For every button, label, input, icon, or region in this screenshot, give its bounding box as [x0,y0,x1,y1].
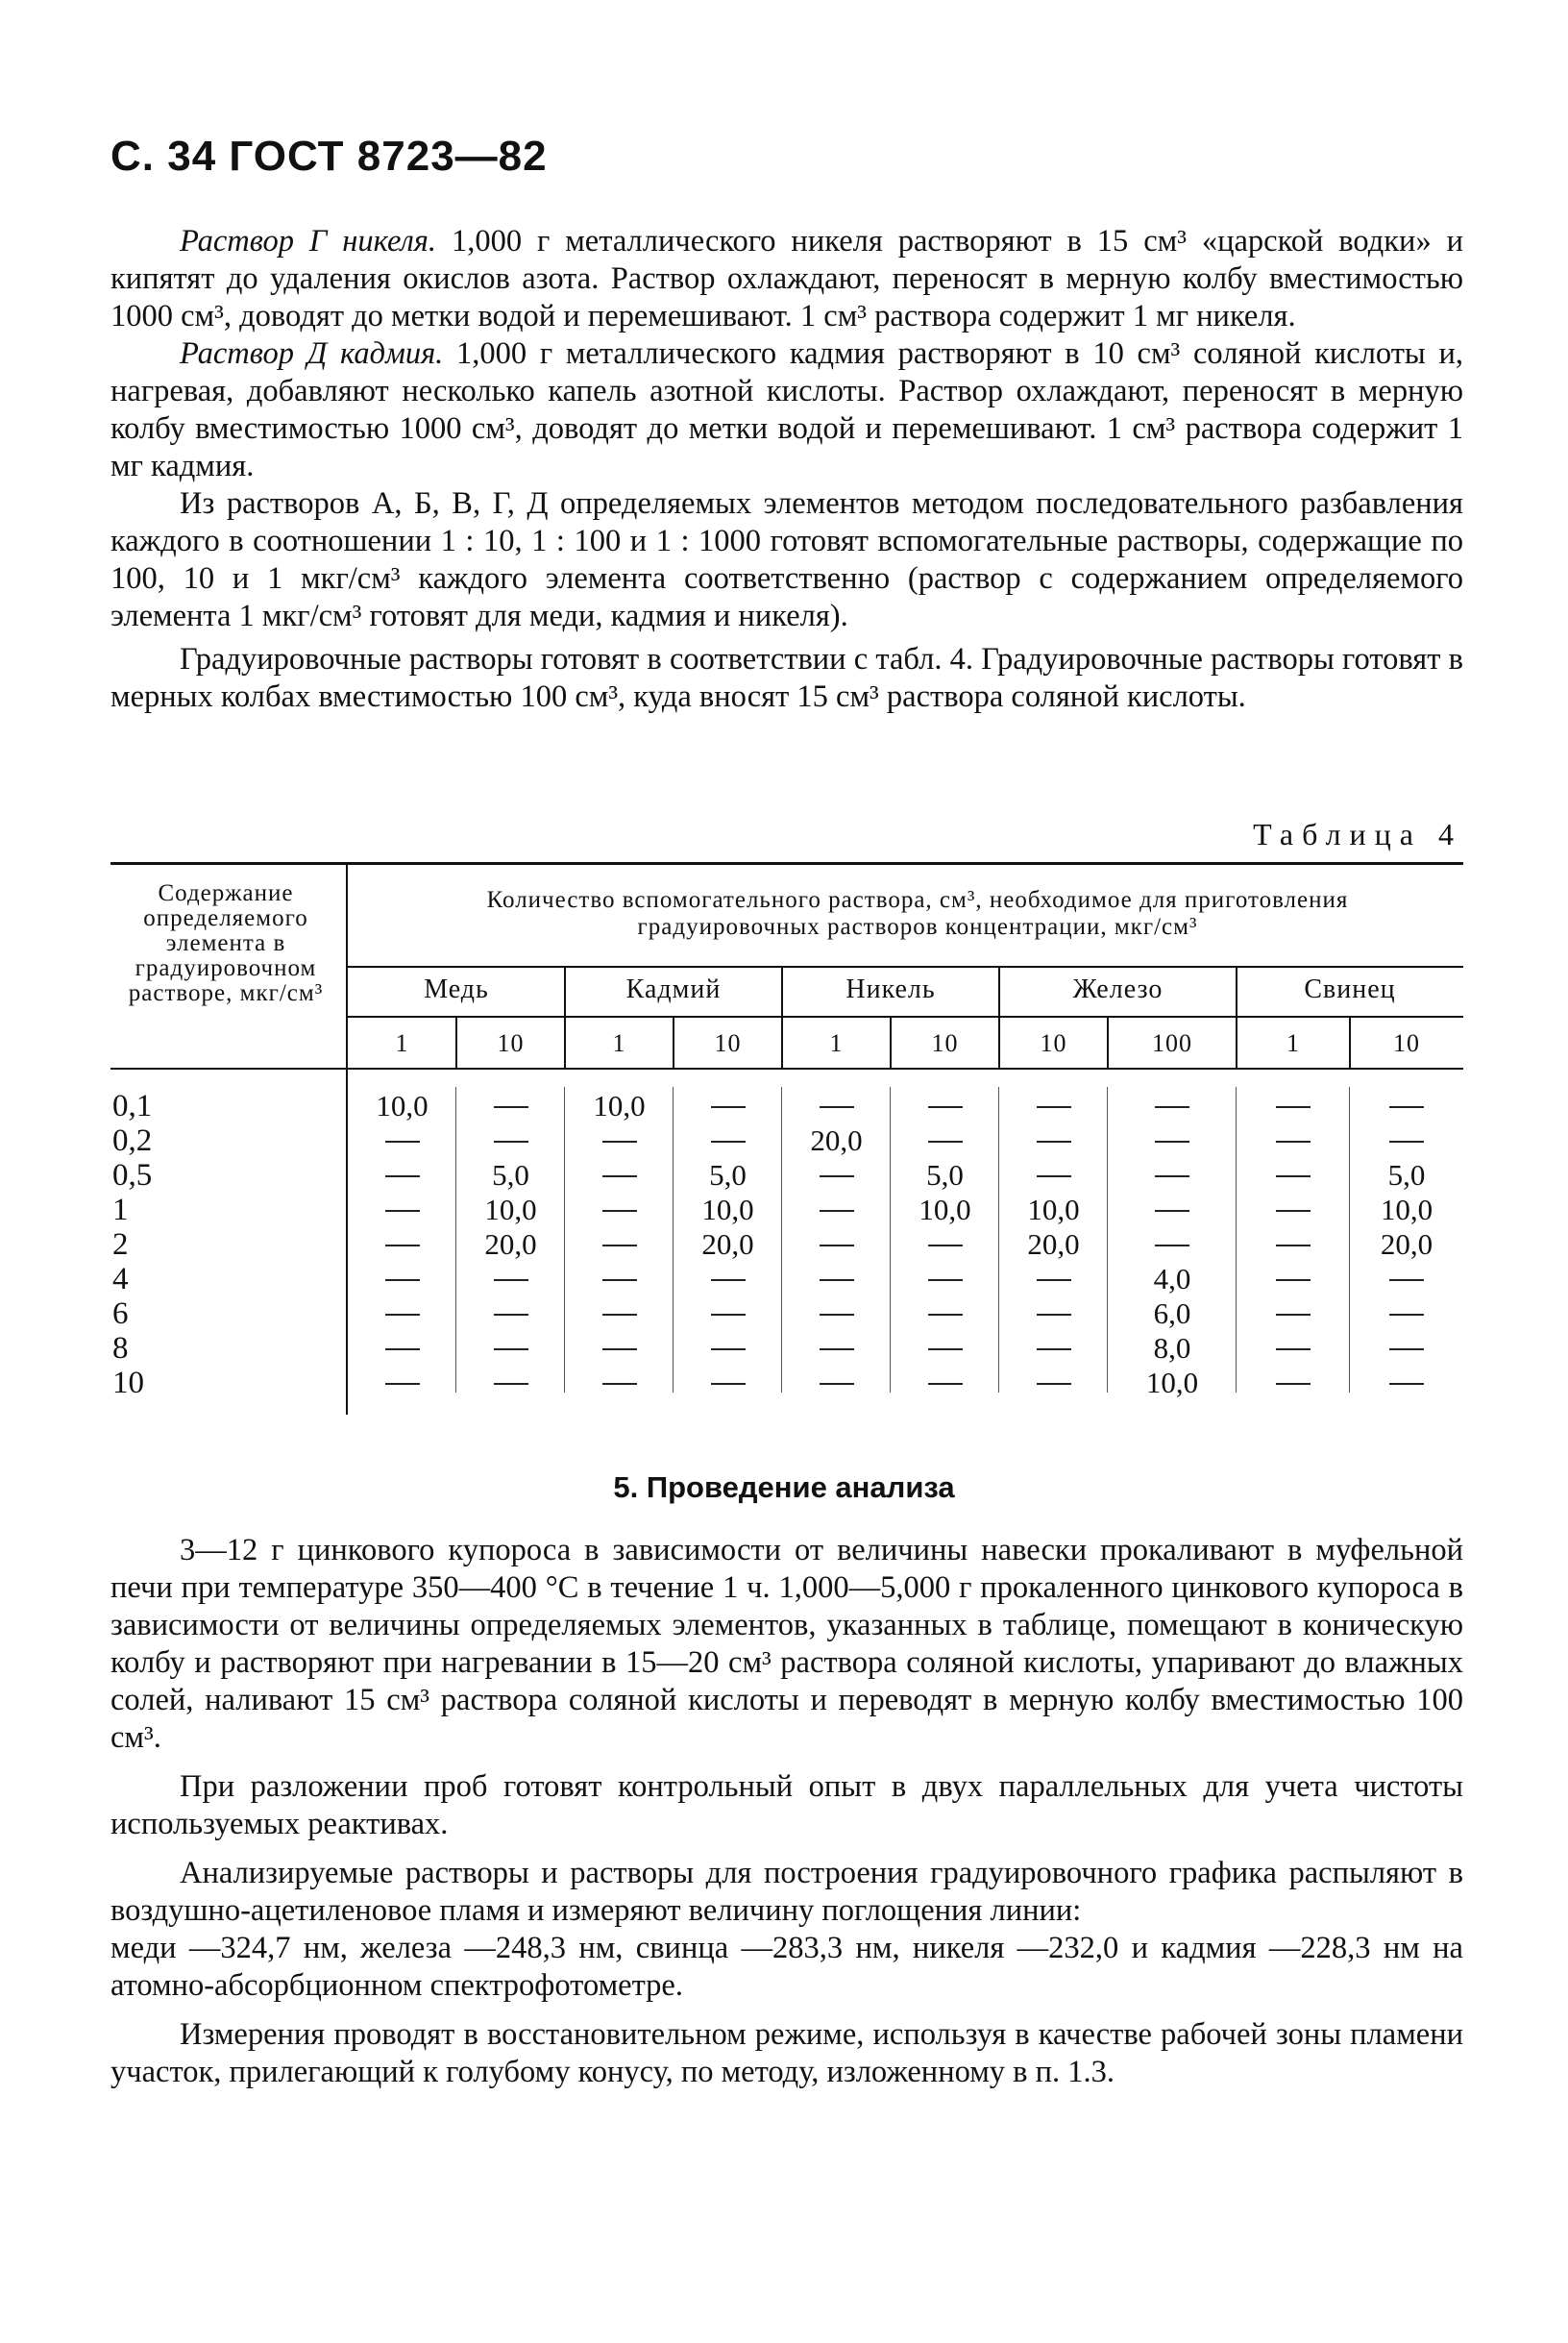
table-group-rule [346,966,1463,968]
empty-cell-dash [385,1141,420,1143]
cell-value: 20,0 [484,1227,537,1261]
subcol-divider [1349,1018,1351,1068]
empty-cell-dash [494,1348,528,1350]
paragraph-label: Раствор Д кадмия. [180,336,444,371]
empty-cell-dash [494,1314,528,1316]
empty-cell-dash [1037,1141,1071,1143]
cell-value: 5,0 [1387,1158,1426,1192]
empty-cell-dash [602,1314,637,1316]
group-header: Кадмий [625,974,722,1004]
empty-cell-dash [711,1279,746,1281]
empty-cell-dash [711,1106,746,1108]
subcol-header: 1 [395,1029,409,1057]
empty-cell-dash [602,1141,637,1143]
cell-value: 10,0 [376,1089,429,1122]
empty-cell-dash [820,1210,854,1212]
paragraph-procedure: 3—12 г цинкового купороса в зависимости от величины навески прокаливают в муфельной печи при температуре 350—400 °С в течение 1 ч. 1,000—5,000 г прокаленного цинкового купороса в зависимости от величины определяемых элементов, указанных в таблице, помещают в коническую колбу и растворяют при нагревании в 15—20 см³ раствора соляной кислоты, упаривают до влажных солей, наливают 15 см³ раствора соляной кислоты и переводят в мерную колбу вместимостью 100 см³. [110,1533,1463,1755]
paragraph-body: 1,000 г металлического кадмия растворяют в 10 см³ соляной кислоты и, нагревая, добавляют несколько капель азотной кислоты. Раствор охлаждают, переносят в мерную колбу вместимостью 1000 см³, доводят до метки водой и перемешивают. 1 см³ раствора содержит 1 мг кадмия. [110,336,1463,483]
table-label: Таблица 4 [1253,817,1462,851]
row-header: Содержание определяемого элемента в градуировочном растворе, мкг/см³ [128,880,324,1006]
subcol-divider [890,1018,892,1068]
empty-cell-dash [820,1348,854,1350]
empty-cell-dash [928,1348,963,1350]
bottom-text [110,1532,1463,2091]
paragraph-control: При разложении проб готовят контрольный опыт в двух параллельных для учета чистоты используемых реактивах. [110,1769,1463,1841]
empty-cell-dash [820,1383,854,1385]
group-header: Медь [424,974,489,1004]
empty-cell-dash [385,1210,420,1212]
empty-cell-dash [385,1383,420,1385]
table-header-rule [110,1068,1463,1070]
empty-cell-dash [711,1383,746,1385]
content-value: 0,1 [112,1089,153,1123]
empty-cell-dash [1155,1106,1189,1108]
subcol-header: 10 [1393,1029,1420,1057]
paragraph-label: Раствор Г никеля. [180,224,437,259]
empty-cell-dash [494,1279,528,1281]
paragraph-cadmium [110,335,1463,485]
empty-cell-dash [1276,1279,1311,1281]
empty-cell-dash [1037,1314,1071,1316]
empty-cell-dash [1276,1210,1311,1212]
cell-value: 5,0 [709,1158,747,1192]
content-value: 4 [112,1262,129,1296]
subcol-header: 10 [931,1029,959,1057]
content-value: 0,2 [112,1123,153,1158]
subcol-header: 1 [829,1029,844,1057]
empty-cell-dash [711,1141,746,1143]
top-text [110,223,1463,716]
content-value: 1 [112,1193,129,1227]
content-value: 8 [112,1331,129,1366]
empty-cell-dash [1276,1314,1311,1316]
subcol-header: 1 [612,1029,626,1057]
empty-cell-dash [1276,1348,1311,1350]
subcol-divider [455,1018,457,1068]
empty-cell-dash [1037,1175,1071,1177]
empty-cell-dash [928,1106,963,1108]
cell-value: 10,0 [593,1089,646,1122]
empty-cell-dash [820,1245,854,1246]
paragraph-body: Из растворов А, Б, В, Г, Д определяемых элементов методом последовательного разбавления каждого в соотношении 1 : 10, 1 : 100 и 1 : 1000 готовят вспомогательные растворы, содержащие по 100, 10 и 1 мкг/см³ каждого элемента соответственно (раствор с содержанием определяемого элемента 1 мкг/см³ готовят для меди, кадмия и никеля). [110,486,1463,633]
empty-cell-dash [1155,1210,1189,1212]
subcol-header: 1 [1286,1029,1300,1057]
cell-value: 10,0 [1145,1366,1199,1399]
content-value: 6 [112,1296,129,1331]
empty-cell-dash [385,1245,420,1246]
cell-value: 20,0 [1380,1227,1433,1261]
paragraph-nickel [110,223,1463,335]
paragraph-spraying: Анализируемые растворы и растворы для построения градуировочного графика распыляют в воздушно-ацетиленовое пламя и измеряют величину поглощения линии: [110,1856,1463,1928]
empty-cell-dash [928,1141,963,1143]
empty-cell-dash [494,1383,528,1385]
group-header: Свинец [1304,974,1396,1004]
empty-cell-dash [1389,1279,1424,1281]
empty-cell-dash [494,1106,528,1108]
empty-cell-dash [1389,1383,1424,1385]
empty-cell-dash [711,1314,746,1316]
empty-cell-dash [602,1279,637,1281]
empty-cell-dash [820,1106,854,1108]
content-value: 10 [112,1366,144,1400]
empty-cell-dash [1155,1245,1189,1246]
empty-cell-dash [928,1383,963,1385]
empty-cell-dash [1155,1175,1189,1177]
cell-value: 20,0 [701,1227,754,1261]
cell-value: 20,0 [810,1123,863,1157]
cell-value: 10,0 [1380,1193,1433,1226]
cell-value: 20,0 [1027,1227,1080,1261]
empty-cell-dash [820,1314,854,1316]
subcol-header: 10 [714,1029,742,1057]
paragraph-body: 1,000 г металлического никеля растворяют в 15 см³ «царской водки» и кипятят до удаления окислов азота. Раствор охлаждают, переносят в мерную колбу вместимостью 1000 см³, доводят до метки водой и перемешивают. 1 см³ раствора содержит 1 мг никеля. [110,224,1463,333]
empty-cell-dash [1037,1383,1071,1385]
empty-cell-dash [928,1314,963,1316]
table-subcol-rule [346,1016,1463,1018]
empty-cell-dash [711,1348,746,1350]
cell-value: 10,0 [919,1193,971,1226]
empty-cell-dash [1276,1383,1311,1385]
group-header: Никель [845,974,936,1004]
empty-cell-dash [494,1141,528,1143]
empty-cell-dash [1389,1314,1424,1316]
subcol-divider [673,1018,674,1068]
empty-cell-dash [820,1175,854,1177]
main-header: Количество вспомогательного раствора, см³, необходимое для приготовления градуировочных растворов концентрации, мкг/см³ [486,887,1349,940]
section-title: 5. Проведение анализа [613,1470,955,1504]
empty-cell-dash [385,1314,420,1316]
paragraph-wavelengths: меди —324,7 нм, железа —248,3 нм, свинца —283,3 нм, никеля —232,0 и кадмия —228,3 нм на атомно-абсорбционном спектрофотометре. [110,1931,1463,2003]
content-value: 2 [112,1227,129,1262]
page-header [110,133,548,181]
empty-cell-dash [1155,1141,1189,1143]
cell-value: 5,0 [926,1158,964,1192]
empty-cell-dash [1037,1348,1071,1350]
subcol-header: 100 [1152,1029,1192,1057]
empty-cell-dash [820,1279,854,1281]
subcol-divider [1107,1018,1109,1068]
paragraph-measurement: Измерения проводят в восстановительном режиме, используя в качестве рабочей зоны пламени участок, прилегающий к голубому конусу, по методу, изложенному в п. 1.3. [110,2017,1463,2089]
group-header: Железо [1072,974,1164,1004]
table-row-header-divider [346,862,348,1415]
paragraph-dilution [110,485,1463,635]
cell-value: 4,0 [1153,1262,1191,1295]
table-top-rule [110,862,1463,865]
standard-title: ГОСТ 8723—82 [229,133,548,180]
cell-value: 8,0 [1153,1331,1191,1365]
empty-cell-dash [928,1245,963,1246]
empty-cell-dash [1389,1106,1424,1108]
empty-cell-dash [602,1348,637,1350]
empty-cell-dash [1037,1106,1071,1108]
empty-cell-dash [602,1210,637,1212]
empty-cell-dash [1389,1141,1424,1143]
cell-value: 10,0 [1027,1193,1080,1226]
empty-cell-dash [385,1175,420,1177]
empty-cell-dash [1276,1141,1311,1143]
paragraph-body: Градуировочные растворы готовят в соответствии с табл. 4. Градуировочные растворы готовят в мерных колбах вместимостью 100 см³, куда вносят 15 см³ раствора соляной кислоты. [110,642,1463,714]
empty-cell-dash [602,1245,637,1246]
content-value: 0,5 [112,1158,153,1193]
empty-cell-dash [1276,1245,1311,1246]
empty-cell-dash [385,1348,420,1350]
empty-cell-dash [1276,1175,1311,1177]
empty-cell-dash [385,1279,420,1281]
empty-cell-dash [602,1175,637,1177]
empty-cell-dash [602,1383,637,1385]
cell-value: 6,0 [1153,1296,1191,1330]
empty-cell-dash [928,1279,963,1281]
subcol-header: 10 [497,1029,525,1057]
empty-cell-dash [1276,1106,1311,1108]
cell-value: 10,0 [484,1193,537,1226]
empty-cell-dash [1037,1279,1071,1281]
cell-value: 10,0 [701,1193,754,1226]
cell-value: 5,0 [492,1158,529,1192]
subcol-header: 10 [1040,1029,1067,1057]
page-number: С. 34 [110,133,217,180]
paragraph-calibration [110,641,1463,716]
empty-cell-dash [1389,1348,1424,1350]
